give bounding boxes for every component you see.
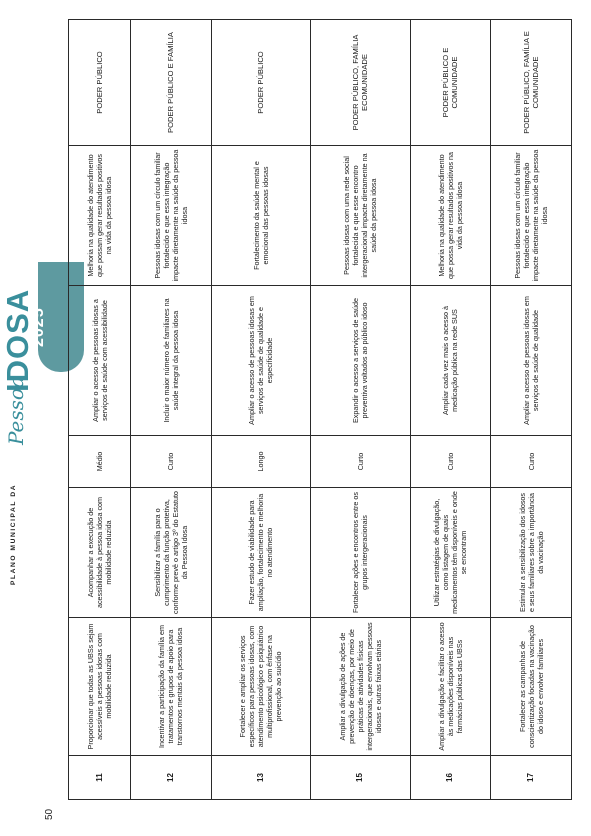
responsible-cell: PODER PÚBLICO [211, 20, 310, 146]
responsible-cell: PODER PÚBLICO E COMUNIDADE [410, 20, 491, 146]
action-cell: Fazer estudo de viabilidade para ampliação, fortalecimento e melhoria no atendimento [211, 488, 310, 618]
expected-result-cell: Pessoas idosas com uma rede social fortalecida e que esse encontro intergeracional impacte diretamente na saúde da pessoa idosa [311, 146, 410, 286]
term-cell: Curto [311, 436, 410, 488]
table-row [311, 20, 410, 800]
row-number: 12 [131, 756, 212, 800]
responsible-cell: PODER PÚBLICO [69, 20, 131, 146]
term-cell: Curto [410, 436, 491, 488]
expected-result-cell: Melhoria na qualidade do atendimento que possa gerar resultados positivos na vida da pessoa idosa [410, 146, 491, 286]
row-number: 17 [491, 756, 572, 800]
objective-cell: Ampliar a divulgação de ações de prevenção de doenças, por meio de práticas de atividades físicas intergeracionais, que envolvam pessoas idosas e outras faixas etárias [311, 618, 410, 756]
expected-result-cell: Melhoria na qualidade do atendimento que possam gerar resultados positivos na vida da pessoa idosa [69, 146, 131, 286]
term-cell: Longo [211, 436, 310, 488]
action-cell: Utilizar estratégias de divulgação, como listagem de quais medicamentos têm disponíveis e onde se encontram [410, 488, 491, 618]
goal-cell: Ampliar cada vez mais o acesso à medicação pública na rede SUS [410, 286, 491, 436]
logo-pessoa-script: Pessoa [4, 376, 28, 445]
objective-cell: Fortalecer e ampliar os serviços específicos para pessoas idosas, com atendimento psicológico e psiquiátrico multiprofissional, com ênfase na prevenção ao suicídio [211, 618, 310, 756]
action-cell: Sensibilizar a família para o cumprimento da função protetiva, conforme prevê o artigo 3º do Estatuto da Pessoa Idosa [131, 488, 212, 618]
action-cell: Fortalecer ações e encontros entre os grupos intergeracionais [311, 488, 410, 618]
plan-title-prefix: PLANO MUNICIPAL DA [10, 483, 17, 585]
row-number: 11 [69, 756, 131, 800]
table-row [410, 20, 491, 800]
responsible-cell: PODER PÚBLICO, FAMÍLIA ECOMUNIDADE [311, 20, 410, 146]
action-cell: Estimular a sensibilização dos idosos e seus familiares sobre a importância da vacinação [491, 488, 572, 618]
document-header [28, 0, 68, 836]
responsible-cell: PODER PÚBLICO E FAMÍLIA [131, 20, 212, 146]
logo-idosa: IDOSA [0, 288, 35, 392]
expected-result-cell: Pessoas idosas com um círculo familiar fortalecido e que essa integração impacte diretamente na saúde da pessoa idosa [491, 146, 572, 286]
table-row [491, 20, 572, 800]
responsible-cell: PODER PÚBLICO, FAMÍLIA E COMUNIDADE [491, 20, 572, 146]
goal-cell: Ampliar o acesso de pessoas idosas em serviços de saúde de qualidade e especificidade [211, 286, 310, 436]
expected-result-cell: Pessoas idosas com um círculo familiar fortalecido e que essa integração impacte diretamente na saúde da pessoa idosa [131, 146, 212, 286]
year-label: 2025 [30, 307, 47, 347]
page-number: 50 [44, 808, 55, 820]
action-plan-table [68, 20, 572, 800]
goal-cell: Incluir o maior número de familiares na saúde integral da pessoa idosa [131, 286, 212, 436]
term-cell: Curto [131, 436, 212, 488]
term-cell: Curto [491, 436, 572, 488]
objective-cell: Fortalecer as campanhas de conscientização focadas na vacinação do idoso e envolver familiares [491, 618, 572, 756]
expected-result-cell: Fortalecimento da saúde mental e emocional das pessoas idosas [211, 146, 310, 286]
goal-cell: Ampliar o acesso de pessoas idosas a serviços de saúde com acessibilidade [69, 286, 131, 436]
row-number: 16 [410, 756, 491, 800]
action-cell: Acompanhar a execução de acessibilidade à pessoa idosa com mobilidade reduzida [69, 488, 131, 618]
table-row [211, 20, 310, 800]
term-cell: Médio [69, 436, 131, 488]
objective-cell: Proporcionar que todas as UBSs sejam acessíveis a pessoas idosas com mobilidade reduzida [69, 618, 131, 756]
table-row [131, 20, 212, 800]
goal-cell: Ampliar o acesso de pessoas idosas em serviços de saúde de qualidade [491, 286, 572, 436]
objective-cell: Incentivar a participação da família em tratamentos e grupos de apoio para transtornos mentais da pessoa idosa [131, 618, 212, 756]
row-number: 13 [211, 756, 310, 800]
table-row [69, 20, 131, 800]
goal-cell: Expandir o acesso a serviços de saúde preventiva voltados ao público idoso [311, 286, 410, 436]
objective-cell: Ampliar a divulgação e facilitar o acesso às medicações disponíveis nas farmácias públicas das UBSs [410, 618, 491, 756]
row-number: 15 [311, 756, 410, 800]
